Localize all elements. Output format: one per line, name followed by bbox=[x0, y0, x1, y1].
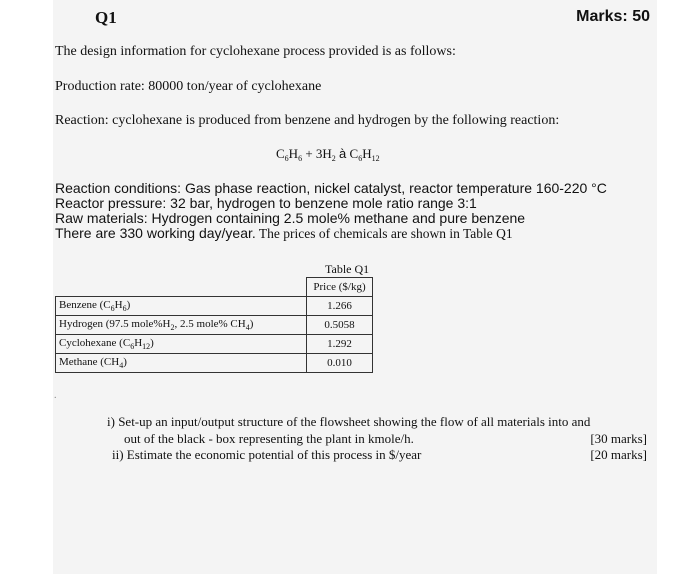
arrow-glyph: à bbox=[339, 146, 347, 161]
table-row bbox=[56, 354, 373, 373]
table-row bbox=[56, 316, 373, 335]
price-header: Price ($/kg) bbox=[307, 278, 373, 297]
chemical-price: 1.266 bbox=[307, 297, 373, 316]
task-1-marks: [30 marks] bbox=[590, 431, 647, 446]
working-days-text: There are 330 working day/year. bbox=[55, 225, 256, 241]
hydrogen-formula: $3H_2$ bbox=[315, 146, 336, 163]
task-1-line2: out of the black - box representing the plant in kmole/h. bbox=[124, 431, 414, 446]
task-2-text: ii) Estimate the economic potential of this process in $/year bbox=[112, 447, 422, 462]
working-days-line bbox=[55, 226, 513, 242]
table-caption: Table Q1 bbox=[325, 262, 370, 276]
condition-line: Reaction conditions: Gas phase reaction, nickel catalyst, reactor temperature 160-220 °C bbox=[55, 180, 607, 196]
price-table bbox=[55, 277, 373, 373]
table-header-row bbox=[56, 278, 373, 297]
plus-sign: + bbox=[305, 146, 313, 161]
production-rate: Production rate: 80000 ton/year of cyclohexane bbox=[55, 79, 322, 94]
chemical-name: Benzene $(C_6H_6)$ bbox=[56, 297, 307, 316]
benzene-formula: $C_6H_6$ bbox=[276, 146, 303, 163]
table-row bbox=[56, 297, 373, 316]
task-1-line1: i) Set-up an input/output structure of the flowsheet showing the flow of all materials into and bbox=[107, 414, 591, 429]
stray-marker: . bbox=[54, 390, 57, 401]
reaction-intro: Reaction: cyclohexane is produced from benzene and hydrogen by the following reaction: bbox=[55, 113, 560, 128]
cyclohexane-formula: $C_6H_{12}$ bbox=[349, 146, 380, 163]
condition-line: Reactor pressure: 32 bar, hydrogen to benzene mole ratio range 3:1 bbox=[55, 195, 477, 211]
chemical-name: Cyclohexane $(C_6H_{12})$ bbox=[56, 335, 307, 354]
question-number: Q1 bbox=[95, 8, 117, 27]
task-2-marks: [20 marks] bbox=[590, 447, 647, 462]
intro-text: The design information for cyclohexane process provided is as follows: bbox=[55, 44, 456, 59]
marks-total: Marks: 50 bbox=[576, 8, 650, 25]
condition-line: Raw materials: Hydrogen containing 2.5 mole% methane and pure benzene bbox=[55, 210, 526, 226]
chemical-name: Hydrogen (97.5 $mole\%H_2$, 2.5 mole% $CH_4$) bbox=[56, 316, 307, 335]
table-reference-text: The prices of chemicals are shown in Table Q1 bbox=[255, 226, 513, 241]
reaction-equation bbox=[276, 146, 380, 163]
chemical-price: 0.5058 bbox=[307, 316, 373, 335]
chemical-price: 1.292 bbox=[307, 335, 373, 354]
chemical-name: Methane $(CH_4)$ bbox=[56, 354, 307, 373]
chemical-price: 0.010 bbox=[307, 354, 373, 373]
table-row bbox=[56, 335, 373, 354]
